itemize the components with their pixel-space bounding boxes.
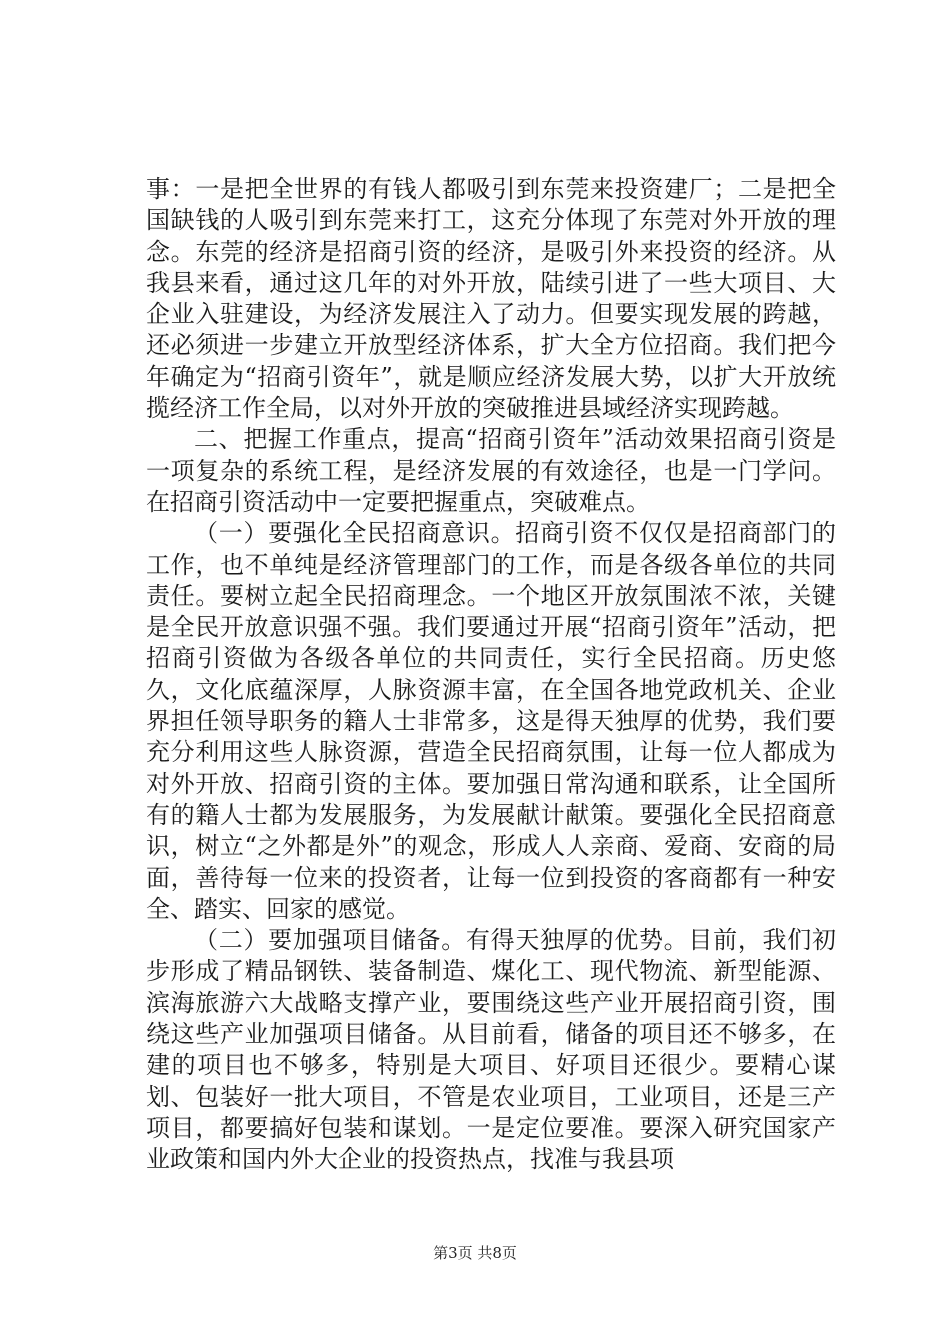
page-number-footer: 第3页 共8页 xyxy=(433,1244,517,1262)
paragraph-section-heading: 二、把握工作重点，提高“招商引资年”活动效果招商引资是一项复杂的系统工程，是经济发展的有效途径，也是一门学问。在招商引资活动中一定要把握重点，突破难点。 xyxy=(146,425,836,516)
paragraph-item-two: （二）要加强项目储备。有得天独厚的优势。目前，我们初步形成了精品钢铁、装备制造、煤化工、现代物流、新型能源、滨海旅游六大战略支撑产业，要围绕这些产业开展招商引资，围绕这些产业加强项目储备。从目前看，储备的项目还不够多，在建的项目也不够多，特别是大项目、好项目还很少。要精心谋划、包装好一批大项目，不管是农业项目，工业项目，还是三产项目，都要搞好包装和谋划。一是定位要准。要深入研究国家产业政策和国内外大企业的投资热点，找准与我县项 xyxy=(146,926,836,1174)
paragraph-continuation: 事：一是把全世界的有钱人都吸引到东莞来投资建厂；二是把全国缺钱的人吸引到东莞来打工，这充分体现了东莞对外开放的理念。东莞的经济是招商引资的经济，是吸引外来投资的经济。从我县来看，通过这几年的对外开放，陆续引进了一些大项目、大企业入驻建设，为经济发展注入了动力。但要实现发展的跨越，还必须进一步建立开放型经济体系，扩大全方位招商。我们把今年确定为“招商引资年”，就是顺应经济发展大势，以扩大开放统揽经济工作全局，以对外开放的突破推进县域经济实现跨越。 xyxy=(146,175,836,423)
paragraph-item-one: （一）要强化全民招商意识。招商引资不仅仅是招商部门的工作，也不单纯是经济管理部门的工作，而是各级各单位的共同责任。要树立起全民招商理念。一个地区开放氛围浓不浓，关键是全民开放意识强不强。我们要通过开展“招商引资年”活动，把招商引资做为各级各单位的共同责任，实行全民招商。历史悠久，文化底蕴深厚，人脉资源丰富，在全国各地党政机关、企业界担任领导职务的籍人士非常多，这是得天独厚的优势，我们要充分利用这些人脉资源，营造全民招商氛围，让每一位人都成为对外开放、招商引资的主体。要加强日常沟通和联系，让全国所有的籍人士都为发展服务，为发展献计献策。要强化全民招商意识，树立“之外都是外”的观念，形成人人亲商、爱商、安商的局面，善待每一位来的投资者，让每一位到投资的客商都有一种安全、踏实、回家的感觉。 xyxy=(146,519,836,923)
document-body xyxy=(146,174,836,1176)
